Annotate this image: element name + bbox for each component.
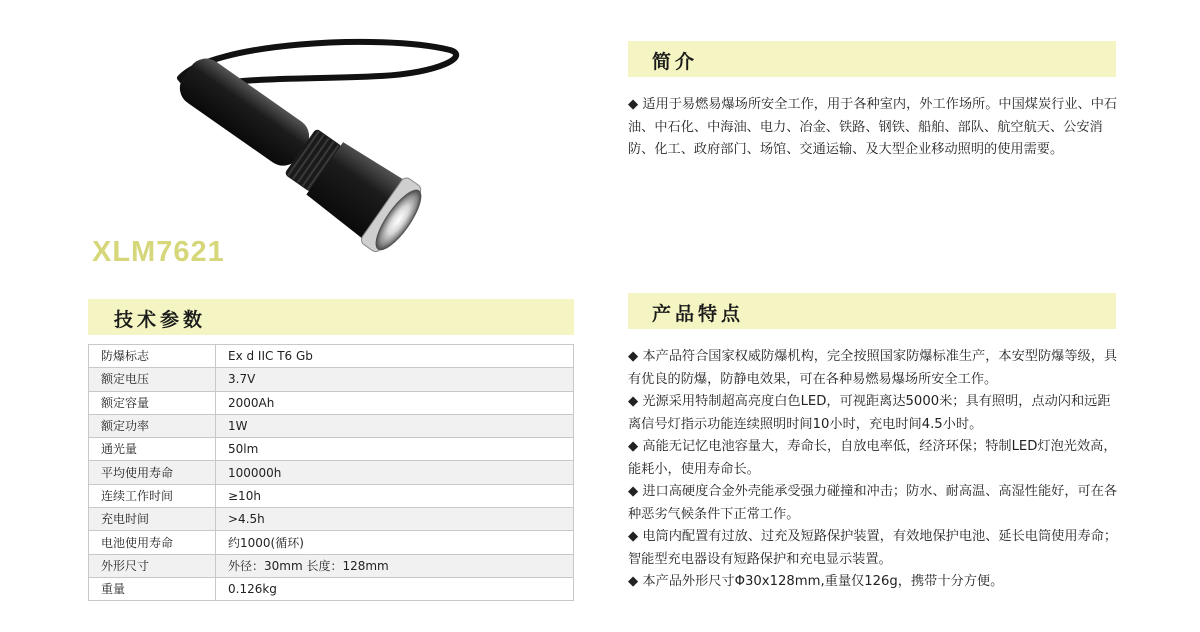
spec-key: 重量 (89, 577, 216, 600)
table-row (89, 438, 574, 461)
feature-item: ◆ 高能无记忆电池容量大，寿命长，自放电率低，经济环保；特制LED灯泡光效高，能耗小，使用寿命长。 (628, 439, 1117, 477)
spec-value: Ex d IIC T6 Gb (216, 345, 574, 368)
spec-key: 额定容量 (89, 391, 216, 414)
feature-item: ◆ 进口高硬度合金外壳能承受强力碰撞和冲击；防水、耐高温、高湿性能好，可在各种恶劣气候条件下正常工作。 (628, 484, 1118, 522)
feature-item: ◆ 电筒内配置有过放、过充及短路保护装置，有效地保护电池、延长电筒使用寿命；智能型充电器设有短路保护和充电显示装置。 (628, 529, 1118, 567)
spec-key: 平均使用寿命 (89, 461, 216, 484)
table-row (89, 391, 574, 414)
feature-item: ◆ 本产品外形尺寸Φ30x128mm,重量仅126g，携带十分方便。 (628, 574, 1004, 589)
spec-value: 100000h (216, 461, 574, 484)
table-row (89, 508, 574, 531)
spec-value: 2000Ah (216, 391, 574, 414)
table-row (89, 484, 574, 507)
table-row (89, 577, 574, 600)
spec-key: 外形尺寸 (89, 554, 216, 577)
model-number: XLM7621 (92, 236, 225, 268)
spec-value: 外径：30mm 长度：128mm (216, 554, 574, 577)
spec-value: 约1000(循环) (216, 531, 574, 554)
spec-value: 50lm (216, 438, 574, 461)
spec-value: >4.5h (216, 508, 574, 531)
spec-value: 0.126kg (216, 577, 574, 600)
feature-item: ◆ 本产品符合国家权威防爆机构，完全按照国家防爆标准生产，本安型防爆等级，具有优良的防爆，防静电效果，可在各种易燃易爆场所安全工作。 (628, 349, 1118, 387)
spec-value: 1W (216, 414, 574, 437)
intro-header (628, 41, 1116, 77)
features-header (628, 293, 1116, 329)
intro-title: 简介 (652, 51, 699, 73)
table-row (89, 554, 574, 577)
table-row (89, 368, 574, 391)
spec-key: 电池使用寿命 (89, 531, 216, 554)
spec-key: 额定电压 (89, 368, 216, 391)
features-title: 产品特点 (652, 303, 745, 325)
spec-key: 充电时间 (89, 508, 216, 531)
spec-value: ≥10h (216, 484, 574, 507)
features-list (628, 346, 1120, 594)
spec-table (88, 344, 574, 601)
table-row (89, 461, 574, 484)
spec-header (88, 299, 574, 335)
intro-paragraph: ◆ 适用于易燃易爆场所安全工作，用于各种室内，外工作场所。中国煤炭行业、中石油、中石化、中海油、电力、冶金、铁路、钢铁、船舶、部队、航空航天、公安消防、化工、政府部门、场馆、交通运输、及大型企业移动照明的使用需要。 (628, 97, 1118, 157)
spec-key: 连续工作时间 (89, 484, 216, 507)
spec-key: 防爆标志 (89, 345, 216, 368)
table-row (89, 345, 574, 368)
feature-item: ◆ 光源采用特制超高亮度白色LED，可视距离达5000米；具有照明，点动闪和远距离信号灯指示功能连续照明时间10小时，充电时间4.5小时。 (628, 394, 1111, 432)
spec-key: 通光量 (89, 438, 216, 461)
spec-value: 3.7V (216, 368, 574, 391)
table-row (89, 414, 574, 437)
intro-text-block (628, 94, 1120, 162)
spec-title: 技术参数 (114, 309, 207, 331)
spec-key: 额定功率 (89, 414, 216, 437)
table-row (89, 531, 574, 554)
